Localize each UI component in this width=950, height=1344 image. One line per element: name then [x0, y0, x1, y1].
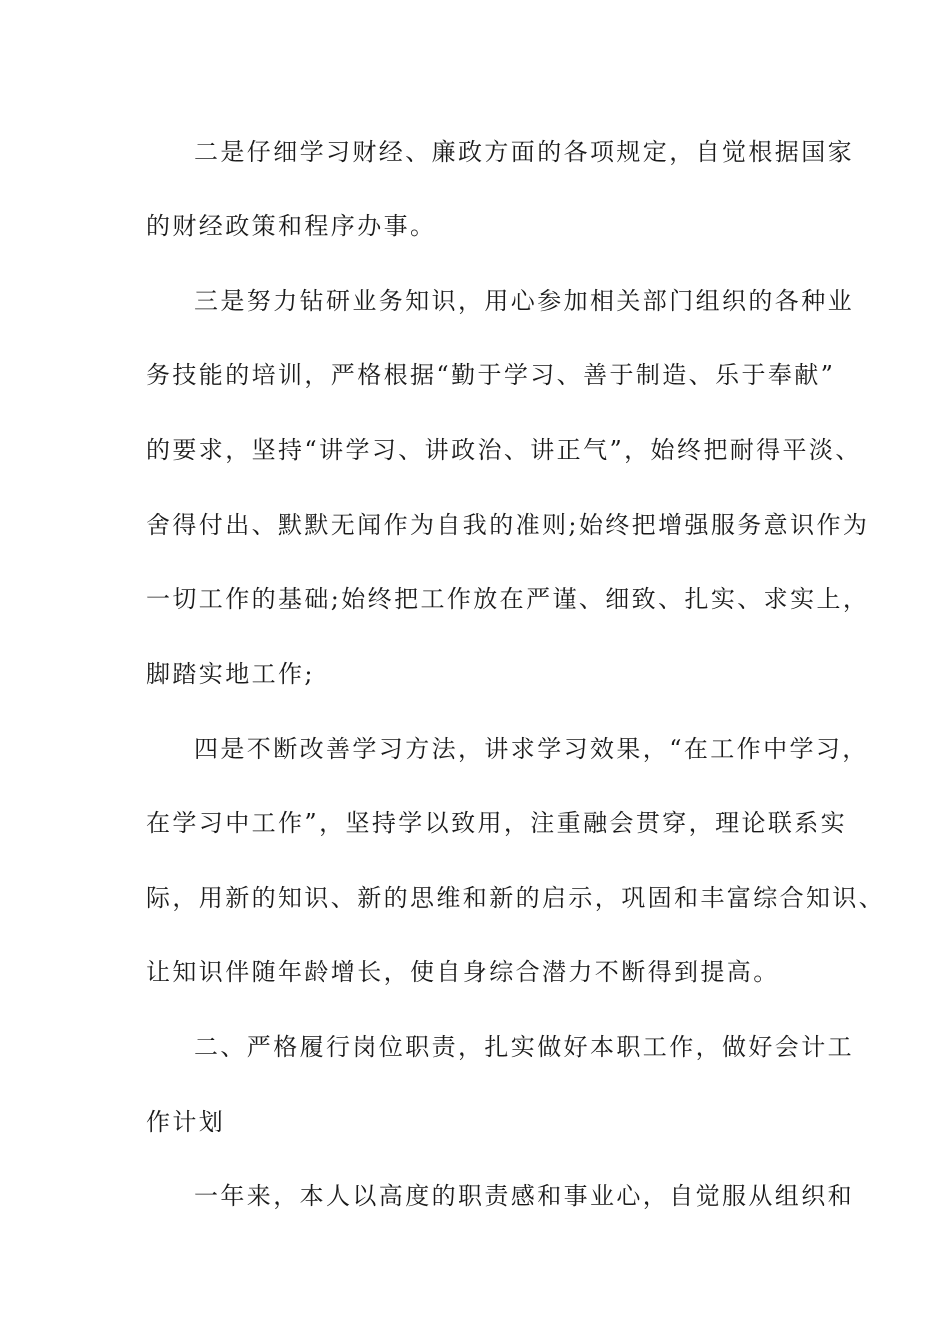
- paragraph-line: 的要求，坚持“讲学习、讲政治、讲正气”，始终把耐得平淡、: [146, 436, 862, 464]
- paragraph-line: 脚踏实地工作;: [146, 660, 315, 688]
- paragraph-line: 际，用新的知识、新的思维和新的启示，巩固和丰富综合知识、: [146, 884, 886, 912]
- paragraph-line: 四是不断改善学习方法，讲求学习效果，“在工作中学习，: [194, 735, 869, 763]
- paragraph-line: 在学习中工作”，坚持学以致用，注重融会贯穿，理论联系实: [146, 809, 848, 837]
- paragraph-line: 让知识伴随年龄增长，使自身综合潜力不断得到提高。: [146, 958, 780, 986]
- paragraph-line: 二是仔细学习财经、廉政方面的各项规定，自觉根据国家: [194, 138, 854, 166]
- section-heading-line: 二、严格履行岗位职责，扎实做好本职工作，做好会计工: [194, 1033, 854, 1061]
- paragraph-line: 的财经政策和程序办事。: [146, 212, 437, 240]
- paragraph-line: 三是努力钻研业务知识，用心参加相关部门组织的各种业: [194, 287, 854, 315]
- section-heading-line: 作计划: [146, 1108, 226, 1136]
- paragraph-line: 一年来，本人以高度的职责感和事业心，自觉服从组织和: [194, 1182, 854, 1210]
- paragraph-line: 舍得付出、默默无闻作为自我的准则;始终把增强服务意识作为: [146, 511, 870, 539]
- paragraph-line: 一切工作的基础;始终把工作放在严谨、细致、扎实、求实上，: [146, 585, 870, 613]
- paragraph-line: 务技能的培训，严格根据“勤于学习、善于制造、乐于奉献”: [146, 361, 836, 389]
